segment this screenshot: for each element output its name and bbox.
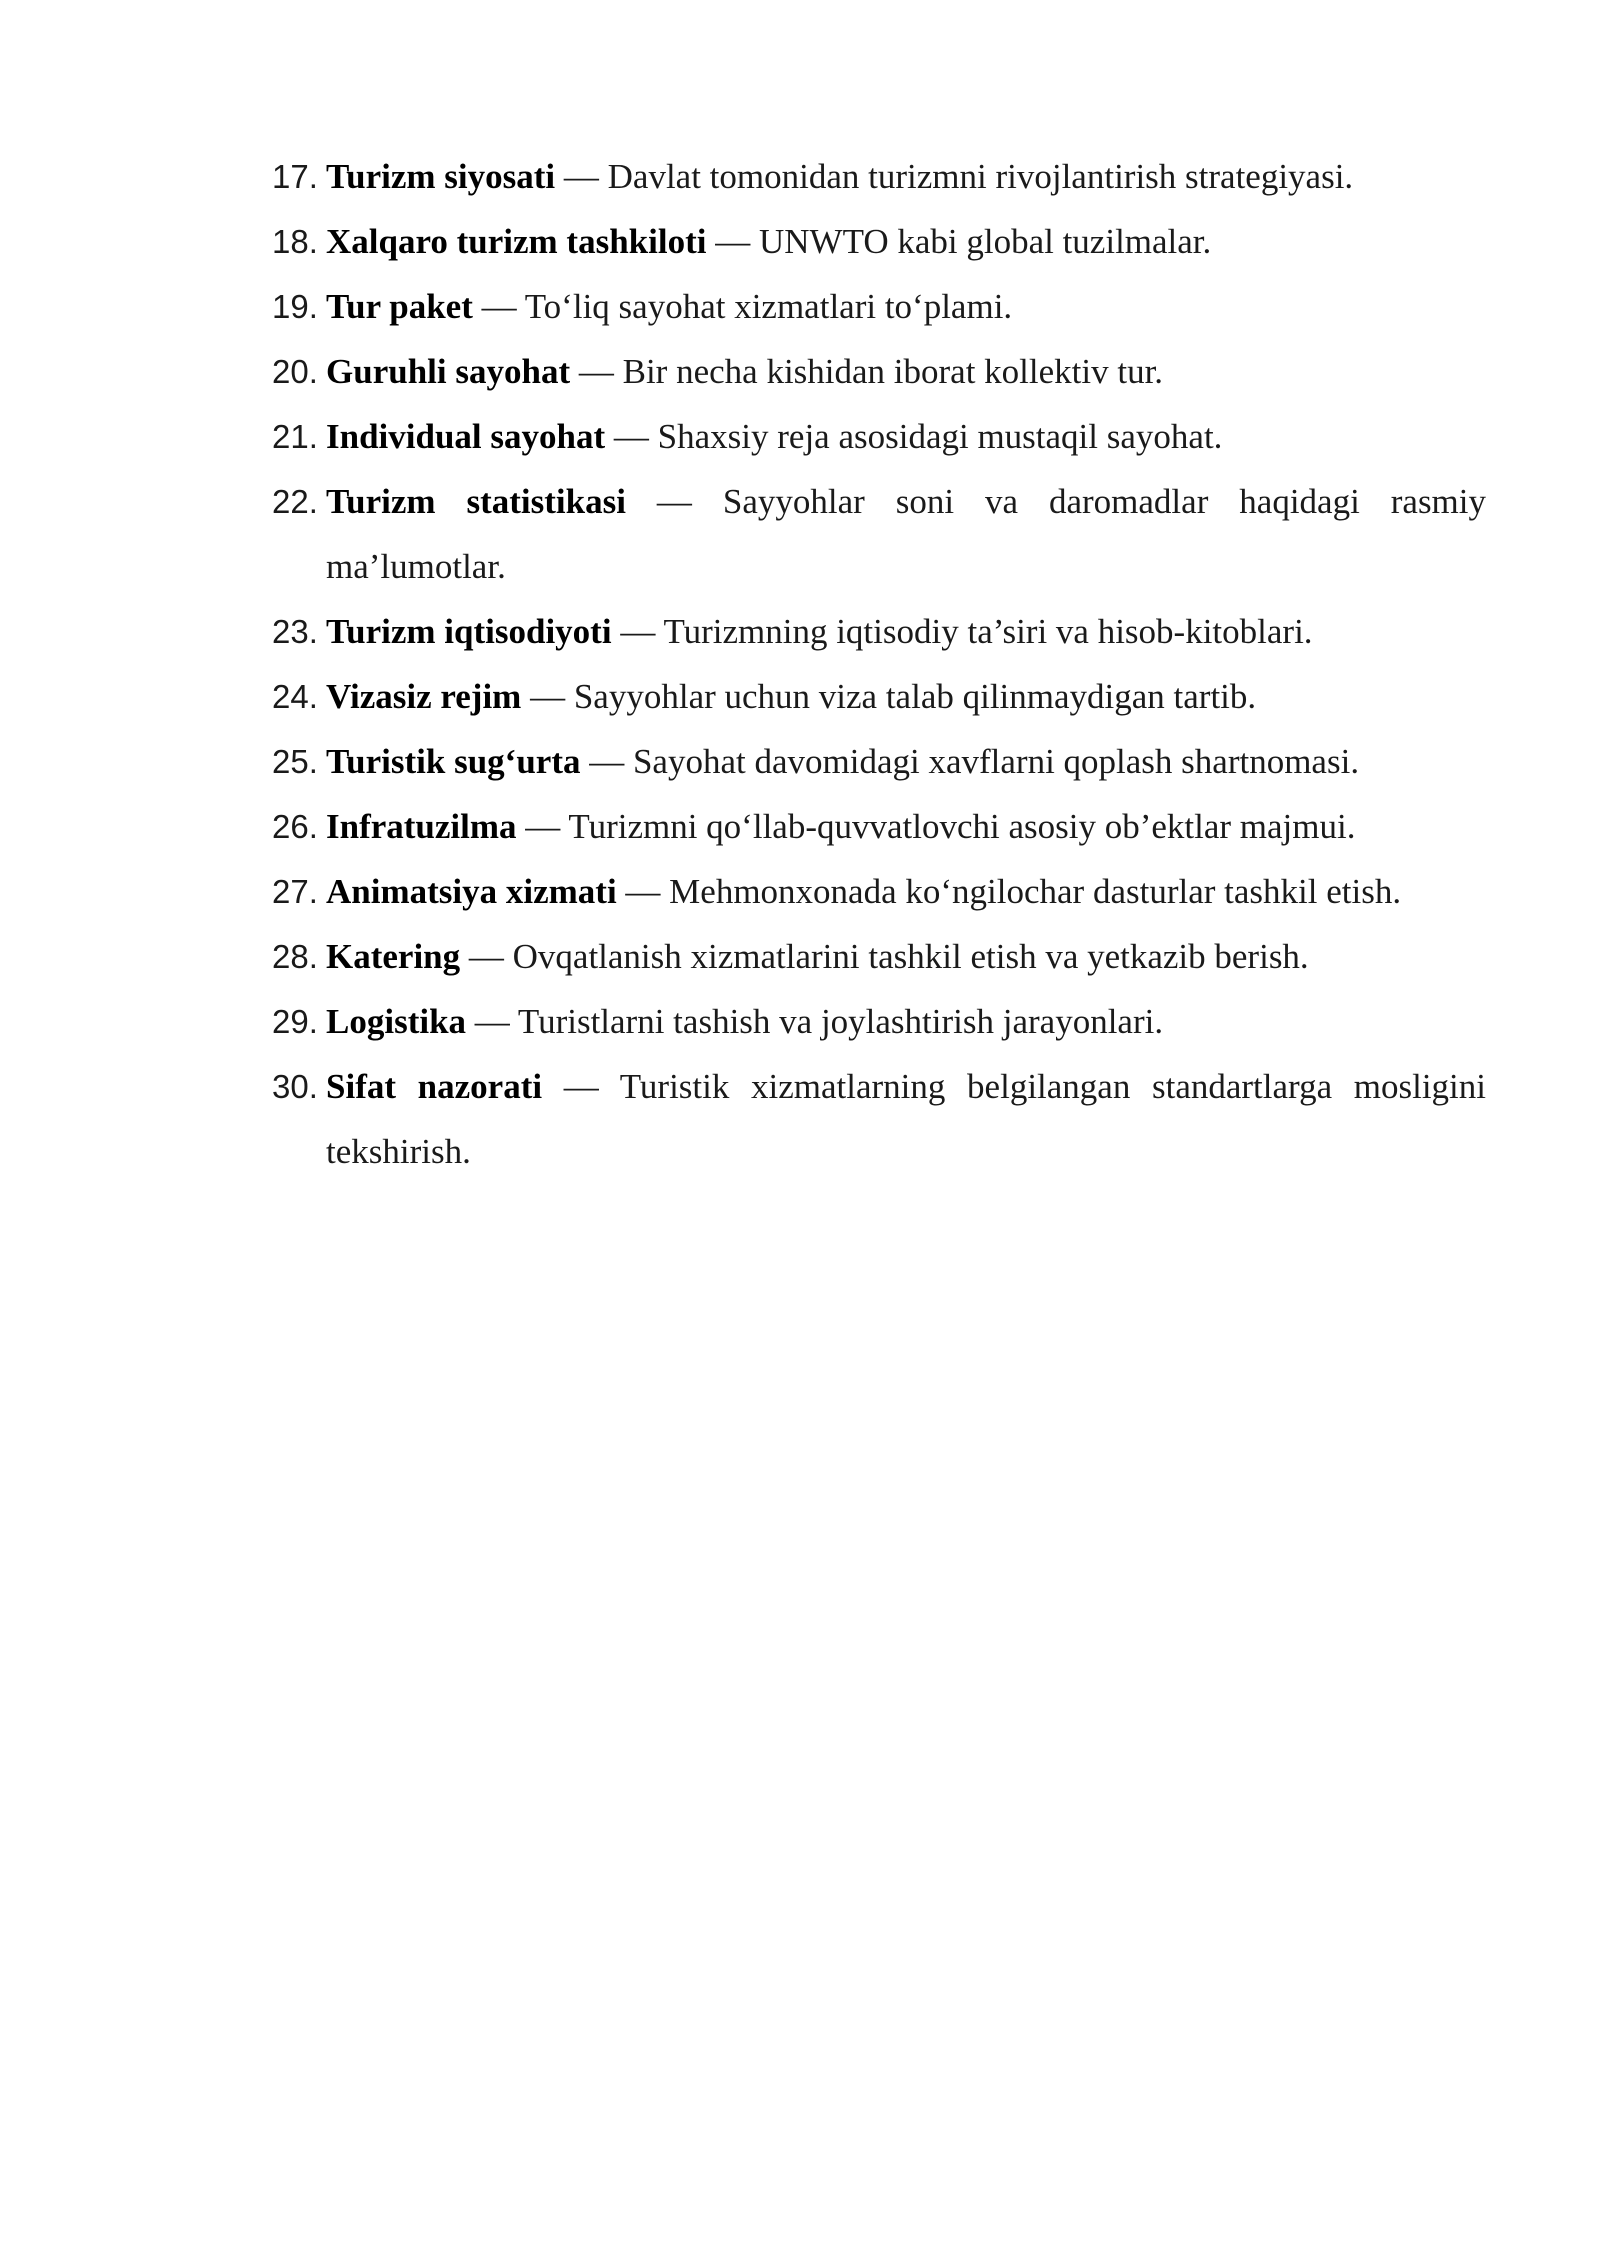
entry-term: Turistik sug‘urta [326,742,581,781]
entry-separator: — [625,482,723,521]
entry-term: Xalqaro turizm tashkiloti [326,222,707,261]
entry-number: 28. [272,938,318,975]
entry-separator: — [516,807,569,846]
entry-term: Vizasiz rejim [326,677,522,716]
entry-term: Guruhli sayohat [326,352,571,391]
glossary-entry [272,794,1486,859]
entry-definition: Sayyohlar uchun viza talab qilinmaydigan tartib. [573,677,1257,716]
entry-separator: — [706,222,759,261]
entry-number: 25. [272,743,318,780]
glossary-list [272,144,1486,1184]
entry-number: 22. [272,483,318,520]
glossary-entry [272,209,1486,274]
entry-separator: — [460,937,513,976]
entry-term: Katering [326,937,461,976]
glossary-entry [272,729,1486,794]
entry-number: 27. [272,873,318,910]
entry-definition: Mehmonxonada ko‘ngilochar dasturlar tashkil etish. [669,872,1402,911]
entry-term: Turizm iqtisodiyoti [326,612,612,651]
entry-definition: Bir necha kishidan iborat kollektiv tur. [622,352,1164,391]
entry-definition: Davlat tomonidan turizmni rivojlantirish strategiyasi. [607,157,1354,196]
glossary-entry [272,989,1486,1054]
entry-definition: To‘liq sayohat xizmatlari to‘plami. [524,287,1013,326]
entry-term: Tur paket [326,287,473,326]
entry-number: 26. [272,808,318,845]
entry-number: 20. [272,353,318,390]
entry-definition: Sayyohlar soni va daromadlar haqidagi rasmiy ma’lumotlar. [326,482,1487,586]
entry-number: 23. [272,613,318,650]
entry-number: 18. [272,223,318,260]
entry-separator: — [605,417,658,456]
entry-definition: Ovqatlanish xizmatlarini tashkil etish va yetkazib berish. [512,937,1309,976]
glossary-entry [272,924,1486,989]
glossary-entry [272,599,1486,664]
entry-definition: Turistik xizmatlarning belgilangan standartlarga mosligini tekshirish. [326,1067,1486,1171]
entry-term: Turizm statistikasi [326,482,626,521]
entry-term: Infratuzilma [326,807,517,846]
entry-number: 17. [272,158,318,195]
entry-definition: Turizmning iqtisodiy ta’siri va hisob-kitoblari. [663,612,1313,651]
entry-number: 29. [272,1003,318,1040]
entry-definition: Sayohat davomidagi xavflarni qoplash shartnomasi. [632,742,1360,781]
entry-separator: — [472,287,525,326]
entry-term: Individual sayohat [326,417,606,456]
glossary-entry [272,664,1486,729]
entry-number: 19. [272,288,318,325]
entry-separator: — [611,612,664,651]
glossary-entry [272,859,1486,924]
entry-separator: — [555,157,608,196]
entry-definition: UNWTO kabi global tuzilmalar. [758,222,1212,261]
entry-definition: Turistlarni tashish va joylashtirish jarayonlari. [517,1002,1164,1041]
entry-number: 24. [272,678,318,715]
entry-term: Logistika [326,1002,467,1041]
entry-term: Sifat nazorati [326,1067,543,1106]
entry-term: Turizm siyosati [326,157,556,196]
entry-definition: Turizmni qo‘llab-quvvatlovchi asosiy ob’ektlar majmui. [568,807,1356,846]
entry-separator: — [542,1067,620,1106]
glossary-entry [272,1054,1486,1184]
glossary-entry [272,339,1486,404]
glossary-entry [272,274,1486,339]
entry-separator: — [521,677,574,716]
glossary-entry [272,404,1486,469]
entry-separator: — [616,872,670,911]
entry-term: Animatsiya xizmati [326,872,617,911]
entry-number: 21. [272,418,318,455]
entry-separator: — [580,742,633,781]
glossary-entry [272,469,1486,599]
entry-definition: Shaxsiy reja asosidagi mustaqil sayohat. [657,417,1223,456]
glossary-entry [272,144,1486,209]
entry-number: 30. [272,1068,318,1105]
entry-separator: — [466,1002,518,1041]
entry-separator: — [570,352,623,391]
